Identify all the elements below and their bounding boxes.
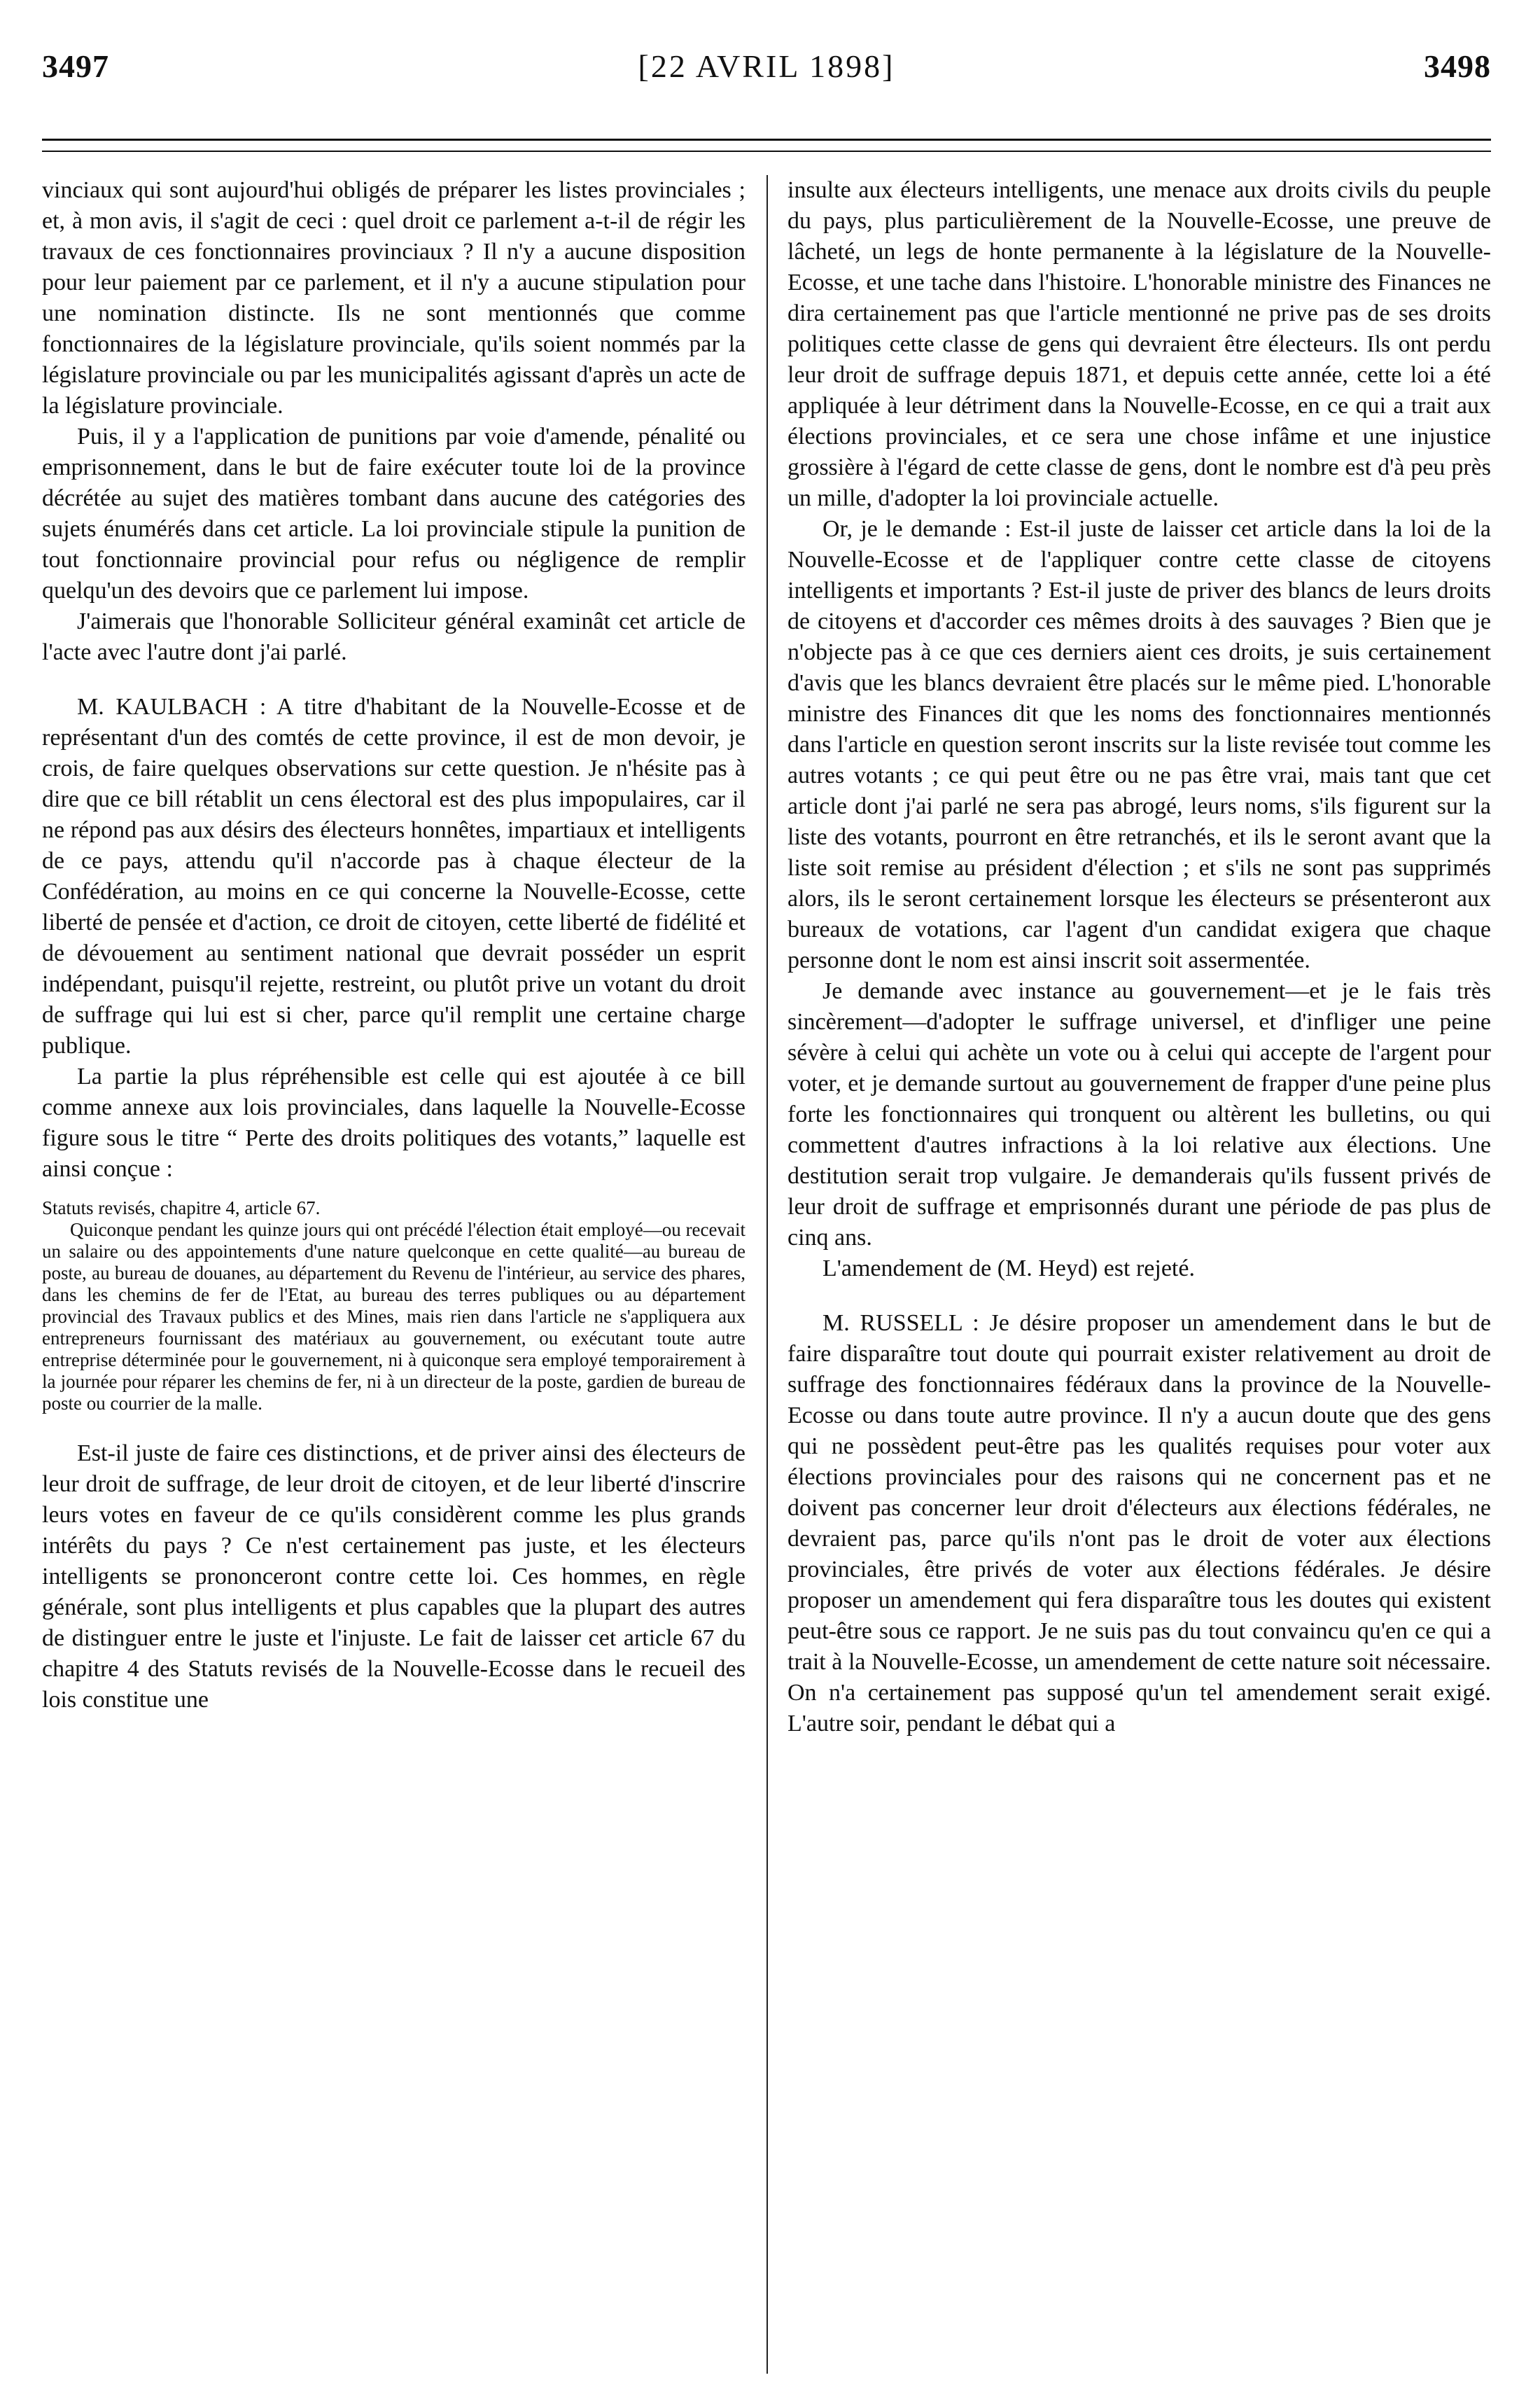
paragraph: Je demande avec instance au gouvernement—et je le fais très sincèrement—d'adopter le suffrage universel, et d'infliger une peine sévère à celui qui achète un vote ou à celui qui accepte de l'argent pour voter, et je demande surtout au gouvernement de frapper d'une peine plus forte les fonctionnaires qui tronquent ou altèrent les bulletins, ou qui commettent d'autres infractions à la loi relative aux élections. Une destitution serait trop vulgaire. Je demanderais qu'ils fussent privés de leur droit de suffrage et emprisonnés durant une période de pas plus de cinq ans. <box>788 978 1491 1251</box>
speech-russell: M. RUSSELL : Je désire proposer un amendement dans le but de faire disparaître tout doute qui pourrait exister relativement au droit de suffrage des fonctionnaires fédéraux dans la province de la Nouvelle-Ecosse ou dans toute autre province. Il n'y a aucun doute que des gens qui ne possèdent peut-être pas les qualités requises pour voter aux élections provinciales pour des raisons qui ne concernent pas et ne doivent pas concerner leur droit d'électeurs aux élections fédérales, ne devraient pas, parce qu'ils n'ont pas le droit de voter aux élections provinciales, être privés de voter aux élections fédérales. Je désire proposer un amendement qui fera disparaître tous les doutes qui existent peut-être sous ce rapport. Je ne suis pas du tout convaincu qu'en ce qui a trait à la Nouvelle-Ecosse, un amendement de cette nature soit nécessaire. On n'a certainement pas supposé qu'un tel amendement serait exigé. L'autre soir, pendant le débat qui a <box>788 1310 1491 1737</box>
paragraph: La partie la plus répréhensible est celle qui est ajoutée à ce bill comme annexe aux lois provinciales, dans laquelle la Nouvelle-Ecosse figure sous le titre “ Perte des droits politiques des votants,” laquelle est ainsi conçue : <box>42 1064 746 1182</box>
left-page-number: 3497 <box>42 48 109 84</box>
paragraph: J'aimerais que l'honorable Solliciteur général examinât cet article de l'acte avec l'autre dont j'ai parlé. <box>42 608 746 665</box>
right-column <box>788 175 1491 2374</box>
paragraph: Est-il juste de faire ces distinctions, et de priver ainsi des électeurs de leur droit de suffrage, de leur droit de citoyen, et de leur liberté d'inscrire leurs votes en faveur de ce qu'ils considèrent comme les plus grands intérêts du pays ? Ce n'est certainement pas juste, et les électeurs intelligents se prononceront contre cette loi. Ces hommes, en règle générale, sont plus intelligents et plus capables que la plupart des autres de distinguer entre le juste et l'injuste. Le fait de laisser cet article 67 du chapitre 4 des Statuts revisés de la Nouvelle-Ecosse dans le recueil des lois constitue une <box>42 1440 746 1713</box>
column-divider <box>766 175 768 2374</box>
paragraph: vinciaux qui sont aujourd'hui obligés de préparer les listes provinciales ; et, à mon avis, il s'agit de ceci : quel droit ce parlement a-t-il de régir les travaux de ces fonctionnaires provinciaux ? Il n'y a aucune disposition pour leur paiement par ce parlement, et il n'y a aucune stipulation pour une nomination distincte. Ils ne sont mentionnés que comme fonctionnaires de la législature provinciale, qu'ils soient nommés par la législature provinciale ou par les municipalités agissant d'après un acte de la législature provinciale. <box>42 177 746 419</box>
quote-title: Statuts revisés, chapitre 4, article 67. <box>42 1197 321 1218</box>
header-rule <box>42 139 1491 152</box>
quote-body: Quiconque pendant les quinze jours qui ont précédé l'élection était employé—ou recevait un salaire ou des appointements d'une nature quelconque en cette qualité—au bureau de poste, au bureau de douanes, au département du Revenu de l'intérieur, au service des phares, dans les chemins de fer de l'Etat, au bureau des terres publiques ou au département provincial des Travaux publics et des Mines, mais rien dans l'article ne s'appliquera aux entrepreneurs fournissant des matériaux au gouvernement, ou exécutant toute autre entreprise déterminée pour le gouvernement, ni à quiconque sera employé temporairement à la journée pour réparer les chemins de fer, ni à un directeur de la poste, gardien de bureau de poste ou courrier de la malle. <box>42 1219 746 1414</box>
paragraph: Or, je le demande : Est-il juste de laisser cet article dans la loi de la Nouvelle-Ecosse et de l'appliquer contre cette classe de citoyens intelligents et importants ? Est-il juste de priver des blancs de leurs droits de citoyens et d'accorder ces mêmes droits à des sauvages ? Bien que je n'objecte pas à ce que ces derniers aient ces droits, je suis certainement d'avis que les blancs devraient être placés sur le même pied. L'honorable ministre des Finances dit que les noms des fonctionnaires mentionnés dans l'article en question seront inscrits sur la liste revisée tout comme les autres votants ; ce qui peut être ou ne pas être vrai, mais tant que cet article dont j'ai parlé ne sera pas abrogé, leurs noms, s'ils figurent sur la liste des votants, pourront en être retranchés, et ils le seront avant que la liste soit remise au président d'élection ; et s'ils ne sont pas supprimés alors, ils le seront certainement lorsque les électeurs se présenteront aux bureaux de votations, car l'agent d'un candidat exigera que chaque personne dont le nom est ainsi inscrit soit assermentée. <box>788 516 1491 973</box>
motion-result: L'amendement de (M. Heyd) est rejeté. <box>822 1255 1195 1281</box>
hansard-page <box>42 28 1491 2388</box>
text-columns <box>42 175 1491 2374</box>
page-date: [22 AVRIL 1898] <box>638 48 895 84</box>
left-column <box>42 175 746 2374</box>
page-header <box>42 28 1491 91</box>
speech-kaulbach: M. KAULBACH : A titre d'habitant de la Nouvelle-Ecosse et de représentant d'un des comtés de cette province, il est de mon devoir, je crois, de faire quelques observations sur cette question. Je n'hésite pas à dire que ce bill rétablit un cens électoral est des plus impopulaires, car il ne répond pas aux désirs des électeurs honnêtes, impartiaux et intelligents de ce pays, attendu qu'il n'accorde pas à chaque électeur de la Confédération, au moins en ce qui concerne la Nouvelle-Ecosse, cette liberté de pensée et d'action, ce droit de citoyen, cette liberté de fidélité et de dévouement au sentiment national que devrait posséder un esprit indépendant, puisqu'il rejette, restreint, ou plutôt prive un votant du droit de suffrage qui lui est si cher, parce qu'il remplit une certaine charge publique. <box>42 694 746 1059</box>
right-page-number: 3498 <box>1424 48 1491 84</box>
paragraph: insulte aux électeurs intelligents, une menace aux droits civils du peuple du pays, plus particulièrement de la Nouvelle-Ecosse, une preuve de lâcheté, un legs de honte permanente à la législature de la Nouvelle-Ecosse, et une tache dans l'histoire. L'honorable ministre des Finances ne dira certainement pas que l'article mentionné ne prive pas de ses droits politiques cette classe de gens qui devraient être électeurs. Ils ont perdu leur droit de suffrage depuis 1871, et depuis cette année, cette loi a été appliquée à leur détriment dans la Nouvelle-Ecosse, en ce qui a trait aux élections provinciales, et ce sera une chose infâme et une injustice grossière à l'égard de cette classe de gens, dont le nombre est d'à peu près un mille, d'adopter la loi provinciale actuelle. <box>788 177 1491 511</box>
paragraph: Puis, il y a l'application de punitions par voie d'amende, pénalité ou emprisonnement, dans le but de faire exécuter toute loi de la province décrétée au sujet des matières tombant dans aucune des catégories des sujets énumérés dans cet article. La loi provinciale stipule la punition de tout fonctionnaire provincial pour refus ou négligence de remplir quelqu'un des devoirs que ce parlement lui impose. <box>42 424 746 604</box>
